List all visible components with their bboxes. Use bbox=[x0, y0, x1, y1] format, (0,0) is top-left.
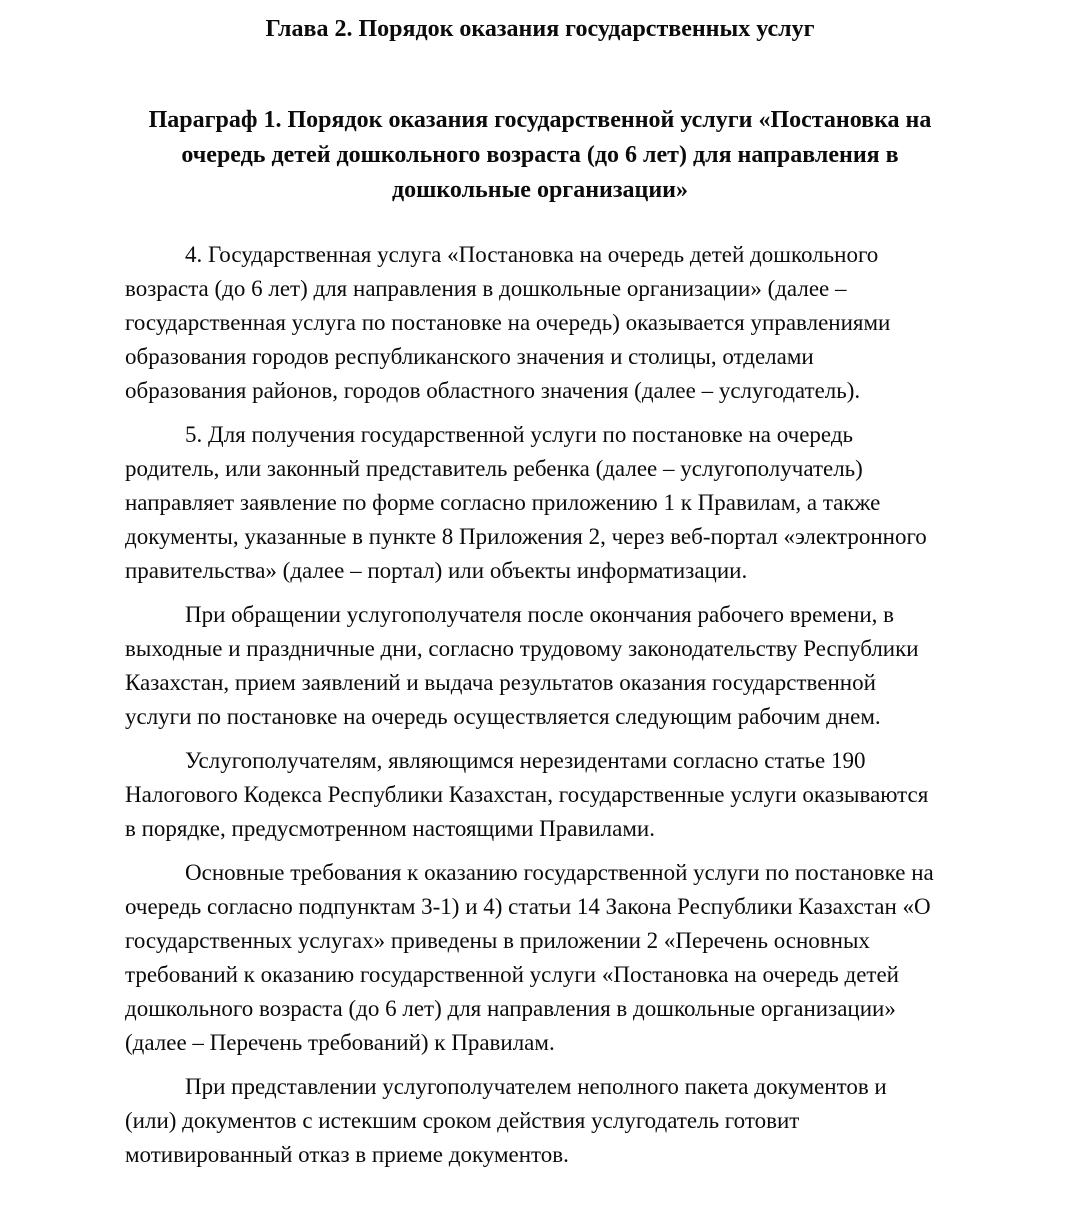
section-heading: Параграф 1. Порядок оказания государственной услуги «Постановка на очередь детей дошкольного возраста (до 6 лет) для направления в дошкольные организации» bbox=[148, 107, 932, 203]
chapter-heading: Глава 2. Порядок оказания государственных услуг bbox=[265, 16, 815, 42]
body-paragraph: 5. Для получения государственной услуги по постановке на очередь родитель, или законный представитель ребенка (далее – услугополучатель) направляет заявление по форме согласно приложению 1 к Правилам, а также документы, указанные в пункте 8 Приложения 2, через веб-портал «электронного правительства» (далее – портал) или объекты информатизации. bbox=[125, 422, 927, 583]
document-body bbox=[125, 238, 955, 1172]
body-paragraph: Услугополучателям, являющимся нерезидентами согласно статье 190 Налогового Кодекса Республики Казахстан, государственные услуги оказываются в порядке, предусмотренном настоящими Правилами. bbox=[125, 748, 929, 841]
body-paragraph: При представлении услугополучателем неполного пакета документов и (или) документов с истекшим сроком действия услугодатель готовит мотивированный отказ в приеме документов. bbox=[125, 1074, 887, 1167]
body-paragraph: При обращении услугополучателя после окончания рабочего времени, в выходные и праздничные дни, согласно трудовому законодательству Республики Казахстан, прием заявлений и выдача результатов оказания государственной услуги по постановке на очередь осуществляется следующим рабочим днем. bbox=[125, 602, 919, 729]
body-paragraph: Основные требования к оказанию государственной услуги по постановке на очередь согласно подпунктам 3-1) и 4) статьи 14 Закона Республики Казахстан «О государственных услугах» приведены в приложении 2 «Перечень основных требований к оказанию государственной услуги «Постановка на очередь детей дошкольного возраста (до 6 лет) для направления в дошкольные организации» (далее – Перечень требований) к Правилам. bbox=[125, 860, 934, 1055]
body-paragraph: 4. Государственная услуга «Постановка на очередь детей дошкольного возраста (до 6 лет) для направления в дошкольные организации» (далее – государственная услуга по постановке на очередь) оказывается управлениями образования городов республиканского значения и столицы, отделами образования районов, городов областного значения (далее – услугодатель). bbox=[125, 242, 891, 403]
